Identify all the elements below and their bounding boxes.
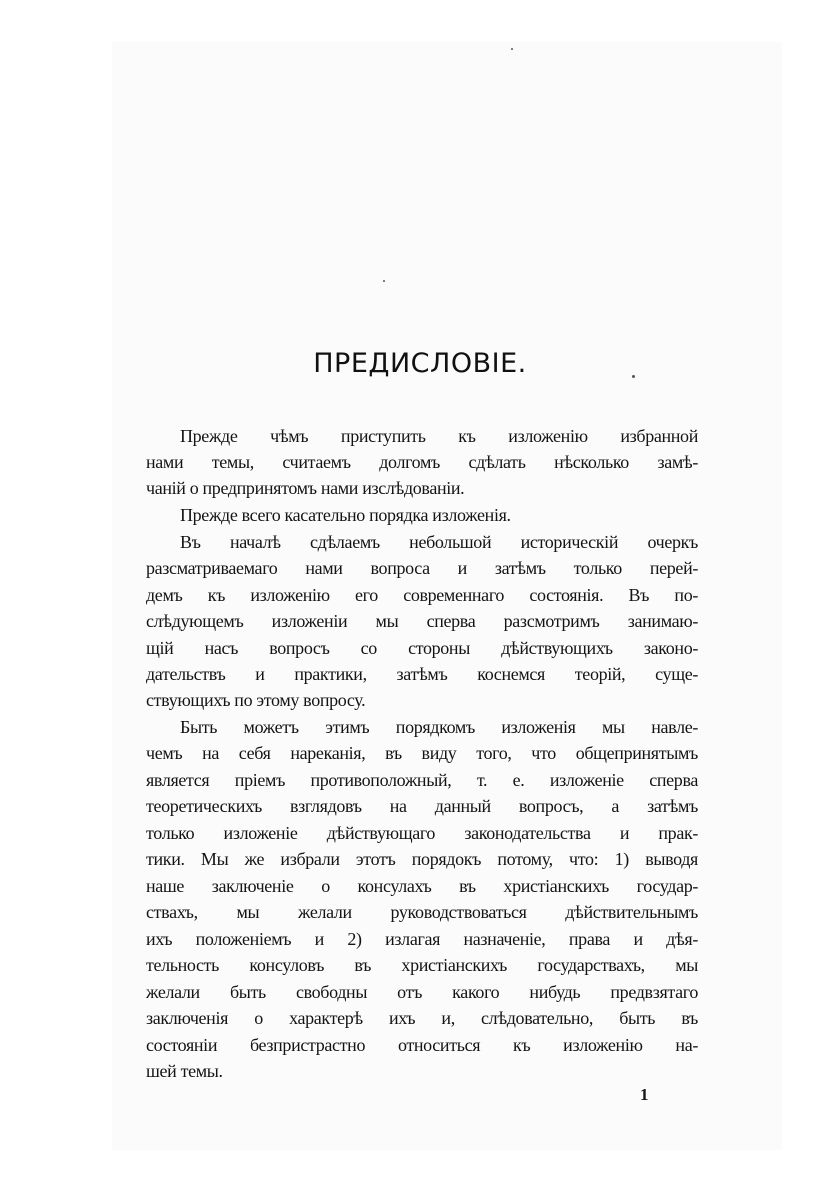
- text-line: щій насъ вопросъ со стороны дѣйствующихъ законо-: [146, 638, 698, 658]
- text-line: только изложеніе дѣйствующаго законодательства и прак-: [146, 823, 698, 843]
- text-line: разсматриваемаго нами вопроса и затѣмъ только перей-: [146, 558, 698, 578]
- text-line: чаній о предпринятомъ нами изслѣдованіи.: [146, 478, 465, 498]
- text-line: дательствъ и практики, затѣмъ коснемся теорій, суще-: [146, 664, 698, 684]
- text-line: желали быть свободны отъ какого нибудь предвзятаго: [146, 982, 698, 1002]
- text-line: тельность консуловъ въ христіанскихъ государствахъ, мы: [146, 955, 698, 975]
- text-line: наше заключеніе о консулахъ въ христіанскихъ государ-: [146, 876, 698, 896]
- text-line: Въ началѣ сдѣлаемъ небольшой историческій очеркъ: [180, 532, 698, 552]
- text-line: демъ къ изложенію его современнаго состоянія. Въ по-: [146, 585, 698, 605]
- text-line: Прежде всего касательно порядка изложенія.: [180, 505, 511, 525]
- text-line: ствующихъ по этому вопросу.: [146, 690, 366, 710]
- text-line: слѣдующемъ изложеніи мы сперва разсмотримъ занимаю-: [146, 611, 698, 631]
- text-line: шей темы.: [146, 1061, 223, 1081]
- text-line: Быть можетъ этимъ порядкомъ изложенія мы навле-: [180, 717, 698, 737]
- text-line: ихъ положеніемъ и 2) излагая назначеніе, права и дѣя-: [146, 929, 698, 949]
- text-line: Прежде чѣмъ приступить къ изложенію избранной: [180, 426, 698, 446]
- text-line: нами темы, считаемъ долгомъ сдѣлать нѣсколько замѣ-: [146, 452, 698, 472]
- text-line: чемъ на себя нареканія, въ виду того, что общепринятымъ: [146, 743, 698, 763]
- scan-speck: [383, 280, 385, 282]
- text-line: заключенія о характерѣ ихъ и, слѣдовательно, быть въ: [146, 1008, 698, 1028]
- scan-speck: [511, 48, 513, 50]
- page-number: 1: [640, 1085, 649, 1104]
- text-line: теоретическихъ взглядовъ на данный вопросъ, а затѣмъ: [146, 796, 698, 816]
- page-title: ПРЕДИСЛОВІЕ.: [313, 348, 527, 379]
- text-line: тики. Мы же избрали этотъ порядокъ потому, что: 1) выводя: [146, 849, 698, 869]
- text-line: состояніи безпристрастно относиться къ изложенію на-: [146, 1035, 698, 1055]
- text-line: является пріемъ противоположный, т. е. изложеніе сперва: [146, 770, 698, 790]
- text-line: ствахъ, мы желали руководствоваться дѣйствительнымъ: [146, 902, 698, 922]
